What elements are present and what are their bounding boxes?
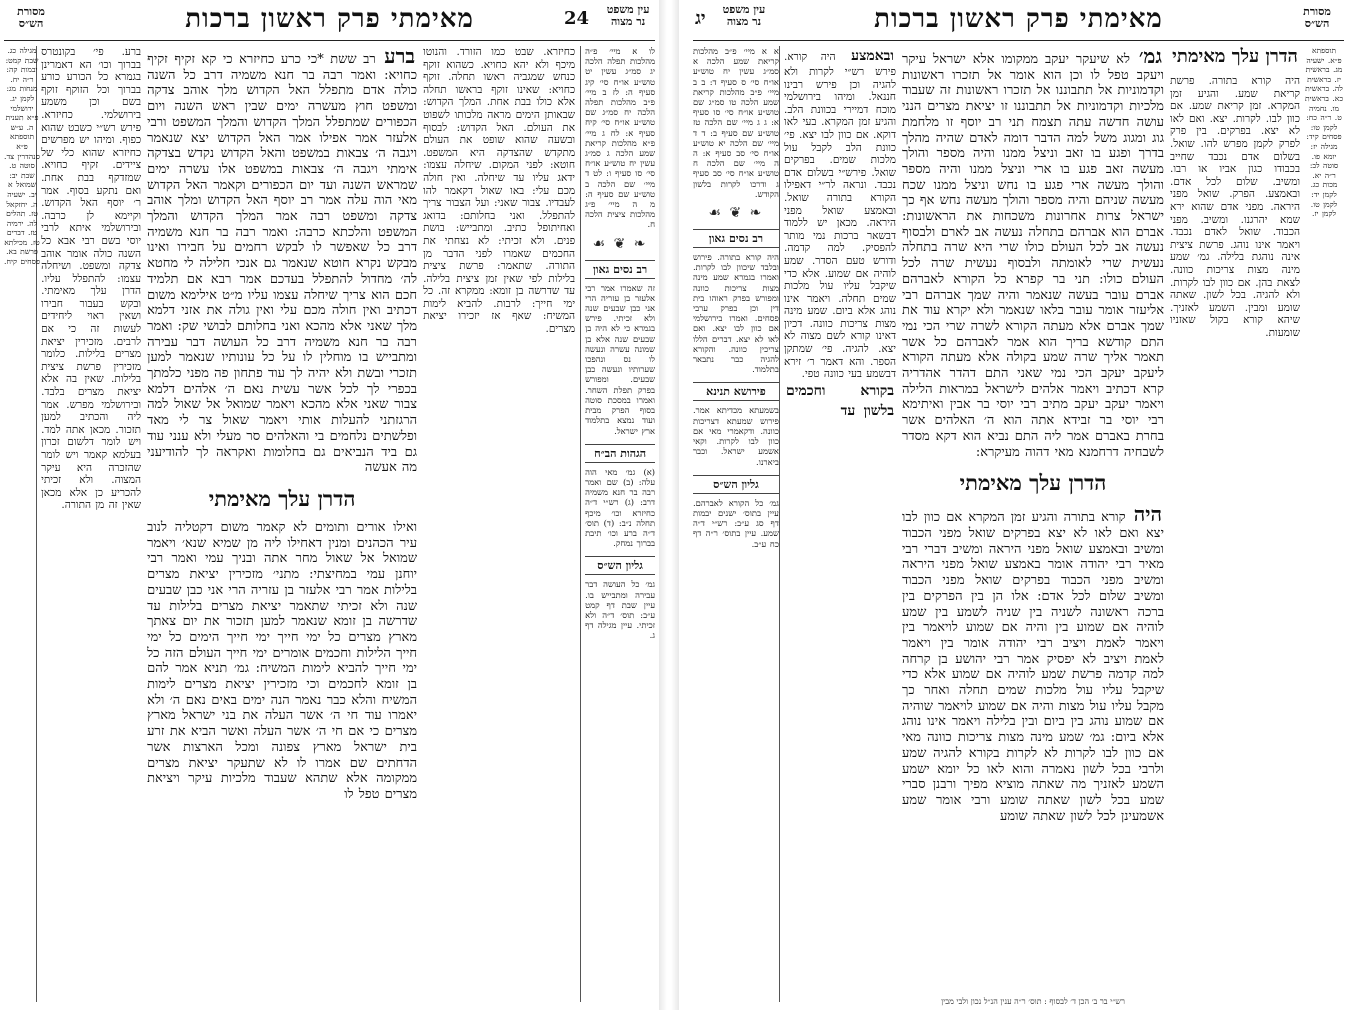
ein-mishpat-label: עין משפט נר מצוה: [722, 3, 766, 28]
tosafot-heading-1: ובאמצע: [851, 48, 895, 64]
gilyon-text: גמ׳ כל הקורא לאברהם. עיין בתוס׳ ישנים יבמות דף סג ע״ב: רש״י ד״ה שמע. עיין בתוס׳ ר״ה דף כח ע״ב.: [692, 497, 779, 549]
hagahot-title: הגהות הב״ח: [585, 444, 655, 463]
perusha-title: פירושא תנינא: [693, 382, 779, 401]
tosafot-text: ברע. פי׳ בקונטרס בברוך וכו׳ הא דאמרינן בגמרא כל הכורע כורע בברוך וכל הזוקף זוקף בשם וכן משמע בירושלמי. כחיזרא. פירש רש״י כשבט שהוא כפוף. ומיהו יש מפרשים כחיזרא שהוא כלי של ציידים. זקיף כחויא. שמזדקף בבת אחת. ואם נתקע בסוף. אמר ר׳ יוסף האל הקדוש. וקיימא לן כרבה. ובירושלמי איתא לרבי יוסי בשם רבי אבא כל השנה כולה אומר אוהב צדקה ומשפט. ושיחלה עצמו: להתפלל עליו. הדרן עלך מאימתי. ובקש בעבור חבירו ושאין ראוי ליחידים לעשות זה כי אם לרבים. מזכירין יציאת מצרים בלילות. כלומר מזכירין פרשת ציצית בלילות. שאין בה אלא יציאת מצרים בלבד. ובירושלמי מפרש. אמר ליה והכתיב למען תזכור. מכאן אתה למד. ויש לומר דלשום זכרון בעלמא קאמר ויש לומר שהזכרה היא עיקר המצוה. ולא זכיתי להכריע כן אלא מכאן שאין זה מן התורה.: [41, 46, 142, 512]
gemara-text: לא שיעקר יעקב ממקומו אלא ישראל עיקר ויעקב טפל לו וכן הוא אומר אל תזכרו ראשונות וקדמוניות אל תתבוננו אל תזכרו ראשונות זה שעבוד מלכיות וקדמוניות אל תתבוננו זו יציאת מצרים הנני עושה חדשה עתה תצמח תני רב יוסף זו מלחמת גוג ומגוג משל למה הדבר דומה לאדם שהיה מהלך בדרך ופגע בו זאב וניצל ממנו והיה מספר והולך מעשה זאב פגע בו ארי וניצל ממנו והיה מספר והולך מעשה ארי פגע בו נחש וניצל ממנו שכח מעשה שניהם והיה מספר והולך מעשה נחש אף כך ישראל צרות אחרונות משכחות את הראשונות: אברם הוא אברהם בתחלה נעשה אב לארם ולבסוף נעשה אב לכל העולם כולו שרי היא שרה בתחלה נעשית שרי לאומתה ולבסוף נעשית שרה לכל העולם כולו: תני בר קפרא כל הקורא לאברהם אברם עובר בעשה שנאמר והיה שמך אברהם רבי אליעזר אומר עובר בלאו שנאמר ולא יקרא עוד את שמך אברם אלא מעתה הקורא לשרה שרי הכי נמי התם קודשא בריך הוא אמר לאברהם כל אשר תאמר אליך שרה שמע בקולה אלא מעתה הקורא ליעקב יעקב הכי נמי שאני התם דהדר אהדריה קרא דכתיב ויאמר אלהים לישראל במראות הלילה ויאמר יעקב יעקב מתיב רבי יוסי בר אבין ואיתימא רבי יוסי בר זבידא אתה הוא ה׳ האלהים אשר בחרת באברם אמר ליה התם נביא הוא דקא מסדר לשבחיה דרחמנא מאי דהוה מעיקרא:: [902, 52, 1165, 460]
rashi-heading: הדרן עלך מאימתי: [1172, 46, 1298, 67]
page-number: 24: [564, 8, 590, 29]
perusha-text: בשמעתא מכדיתא אמר. פירוש שמעתא דצריכות כוונה. ודקאמרי מאי אם כוון לבו לקרות. וקאי אשמע ישראל. וכבר ביארנו.: [692, 405, 779, 467]
header-rule: [693, 40, 1344, 41]
rashi-column: [423, 46, 575, 1004]
ein-mishpat-column: [585, 46, 655, 1004]
gilyon-title: גליון הש״ס: [585, 556, 655, 575]
rashi-column: [1170, 46, 1300, 1004]
masoret-label: מסורת הש״ס: [1303, 5, 1331, 30]
tosafot-text: היה קורא. פירש רש״י לקרות ולא להגיה וכן פירש רבינו חננאל. ומיהו בירושלמי מוכח דמיירי בכוונת הלב. והגיע זמן המקרא. בעי לאו דוקא. אם כוון לבו יצא. פי׳ כוונת הלב לקבל עול מלכות שמים. בפרקים שואל. פירש״י בשלום אדם נכבד. ונראה לר״י דאפילו הקורא בתורה שואל. ובאמצע שואל מפני היראה. מכאן יש ללמוד דבשאר ברכות נמי מותר להפסיק. למה קדמה. ודורש טעם הסדר. שמע לוהיה אם שמוע. אלא כדי שיקבל עליו עול מלכות שמים תחלה. ויאמר אינו נוהג אלא ביום. שמע מינה מצות צריכות כוונה. דכיון דאינו קורא לשם מצוה לא יצא. להגיה. פי׳ שמתקן הספר. והא דאמר ר׳ זירא דבשמע בעי כוונה טפי.: [784, 51, 897, 381]
page-header: [689, 4, 1348, 40]
gemara-column: [902, 46, 1164, 1004]
ornament-divider: ❧ ❦ ☙: [592, 235, 648, 252]
gilyon-text: גמ׳ כל העושה דבר עבירה ומתבייש בו. עיין שבת דף קמט ע״ב: תוס׳ ד״ה ולא זכיתי. עיין מגילה דף ג.: [585, 579, 656, 641]
opening-word: ברע: [384, 46, 416, 68]
rashi-text: היה קורא בתורה. פרשת קריאת שמע. והגיע זמן המקרא. זמן קריאת שמע. אם כוון לבו. לקרות. יצא. ואם לאו לא יצא. בפרקים. בין פרק לפרק לקמן מפרש להו. שואל. בשלום אדם נכבד שחייב בכבודו כגון אביו או רבו. ומשיב. שלום לכל אדם. ובאמצע. הפרק. שואל מפני היראה. מפני אדם שהוא ירא שמא יהרגנו. ומשיב. מפני הכבוד. שואל לאדם נכבד. ויאמר אינו נוהג. פרשת ציצית אינה נוהגת בלילה. גמ׳ שמע מינה מצות צריכות כוונה. לצאת בהן. אם כוון לבו לקרות. ולא להגיה. בכל לשון. שאתה שומע ומבין. השמע לאזניך. שיהא קורא בקול שאזניו שומעות.: [1170, 75, 1301, 339]
masoret-column: [1304, 46, 1344, 1004]
ornament-divider: ❧ ❦ ☙: [708, 205, 764, 222]
column-rule: [580, 46, 581, 1002]
footnote-line: רש״י בר ב׳ הכן ד׳ לבסוף : תוס׳ ר״ה ענין הנ״ל נכון ולבי מבין: [941, 997, 1125, 1006]
page-header: [0, 4, 659, 40]
page-number: יג: [694, 8, 706, 29]
chapter-opening-word: היה: [1133, 502, 1162, 527]
tosafot-heading-5: עד: [840, 402, 856, 419]
tosafot-column: [784, 46, 896, 1004]
tosafot-heading-4: בלשון: [863, 402, 895, 419]
tosafot-column: [41, 46, 141, 1004]
gilyon-title: גליון הש״ס: [693, 475, 779, 494]
rabbenu-nissim-title: רב נסים גאון: [693, 229, 779, 248]
ein-mishpat-column: [693, 46, 779, 1004]
hadran-heading: הדרן עלך מאימתי: [959, 470, 1107, 496]
ein-mishpat-text: א א מיי׳ פ״ב מהלכות קריאת שמע הלכה א סמ״ג עשין יח טוש״ע או״ח סי׳ ס סעיף ד: ב ב מיי׳ פ״ב מהלכות קריאת שמע הלכה טו סמ״ג שם טוש״ע או״ח סי׳ סו סעיף א: ג ג מיי׳ שם הלכה טז טוש״ע שם סעיף ב: ד ד מיי׳ שם הלכה יא טוש״ע או״ח סי׳ סב סעיף א: ה ה מיי׳ שם הלכה ח טוש״ע או״ח סי׳ סב סעיף ג ודרכו לקרות בלשון הקודש.: [692, 46, 779, 199]
rabbenu-nissim-text: זה שאמרו אמר רבי אלעזר בן עזריה הרי אני כבן שבעים שנה ולא זכיתי. פירש בגמרא כי לא היה בן שבעים שנה אלא בן שמונה עשרה ונעשה לו נס ונהפכו שערותיו ונעשה כבן שבעים. ומפורש בפרק תפלת השחר. ואמרו במסכת סוטה בסוף הפרק מבית ועוד נמצא בתלמוד ארץ ישראל.: [585, 282, 656, 436]
tosafot-heading-2: בקורא: [860, 382, 895, 399]
hagahot-text: (א) גמ׳ מאי הוה עלה: (ב) שם ואמר רבה בר חנא משמיה דרב: (ג) רש״י ד״ה כחיזרא וכו׳ מיכף תחלה נ״ב: (ד) תוס׳ ד״ה ברע וכו׳ תיבת בברוך נמחק.: [585, 466, 656, 549]
header-rule: [4, 40, 655, 41]
rabbenu-nissim-title: רב נסים גאון: [585, 260, 655, 279]
masoret-text: תוספתא פ״א. ישעיה מג. בראשית יז. בראשית לה. בראשית כא. בראשית מו. נחמיה ט. ר״ה כח: לקמן טו: פסחים קיד: מגילה יז: יומא פו. סוטה לב: ר״ה יא. מכות כג. לקמן יד: לקמן טו. לקמן יז.: [1304, 46, 1344, 219]
binding-gutter: [659, 0, 679, 1010]
rashi-text: כחיזרא. שבט כמו הזורד. והנוטו מיכף ולא יהא כחויא. כשהוא זוקף כנחש שמגביה ראשו תחלה. זוקף כחויא: שאינו זוקף בראשו תחלה אלא כולו בבת אחת. המלך הקדוש: שבאותן הימים מראה מלכותו לשפוט את העולם. האל הקדוש: לבסוף ובשעה שהוא שופט את העולם מתקדש שהצדקה היא המשפט. חוטא: לפני המקום. שיחלה עצמו: ידאג עליו עד שיחלה. ואין חולה מכם עלי: באו שאול דקאמר להו לעבדיו. צבור שאני: ועל הצבור צריך להתפלל. ואני בחלותם: בדואג ואחיתופל כתיב. ומתבייש: בושת פנים. ולא זכיתי: לא נצחתי את החכמים שאמרו לפני הדבר מן התורה. שתאמר: פרשת ציצית בלילות לפי שאין זמן ציצית בלילה. עד שדרשה בן זומא: ממקרא זה. כל ימי חייך: לרבות. להביא לימות המשיח: שאף אז יזכירו יציאת מצרים.: [423, 46, 576, 336]
gemara-text-continued: ואילו אורים ותומים לא קאמר משום דקטליה לנוב עיר הכהנים ומנין דאחילו ליה מן שמיא שנא׳ ויאמר שמואל אל שאול מחר אתה ובניך עמי ואמר רבי יוחנן עמי במחיצתי: מתני׳ מזכירין יציאת מצרים בלילות אמר רבי אלעזר בן עזריה הרי אני כבן שבעים שנה ולא זכיתי שתאמר יציאת מצרים בלילות עד שדרשה בן זומא שנאמר למען תזכור את יום צאתך מארץ מצרים כל ימי חייך ימי חייך הימים כל ימי חייך הלילות וחכמים אומרים ימי חייך העולם הזה כל ימי חייך להביא לימות המשיח: גמ׳ תניא אמר להם בן זומא לחכמים וכי מזכירין יציאת מצרים לימות המשיח והלא כבר נאמר הנה ימים באים נאם ה׳ ולא יאמרו עוד חי ה׳ אשר העלה את בני ישראל מארץ מצרים כי אם חי ה׳ אשר העלה ואשר הביא את זרע בית ישראל מארץ צפונה ומכל הארצות אשר הדחתים שם אמרו לו לא שתעקר יציאת מצרים ממקומה אלא שתהא שעבוד מלכיות עיקר ויציאת מצרים טפל לו: [147, 519, 418, 802]
gemara-column: [147, 46, 417, 1004]
tosafot-heading-3: וחכמים: [786, 382, 826, 399]
page-left: [689, 0, 1348, 1010]
gemara-text: רב ששת *כי כרע כחיזרא כי קא זקיף זקיף כחויא: ואמר רבה בר חנא משמיה דרב כל השנה כולה אדם מתפלל האל הקדוש מלך אוהב צדקה ומשפט חוץ מעשרה ימים שבין ראש השנה ויום הכפורים שמתפלל המלך הקדוש והמלך המשפט ורבי אלעזר אמר אפילו אמר האל הקדוש יצא שנאמר ויגבה ה׳ צבאות במשפט והאל הקדוש נקדש בצדקה אימתי ויגבה ה׳ צבאות במשפט אלו עשרה ימים שמראש השנה ועד יום הכפורים וקאמר האל הקדוש מאי הוה עלה אמר רב יוסף האל הקדוש ומלך אוהב צדקה ומשפט רבה אמר המלך הקדוש והמלך המשפט והלכתא כרבה: ואמר רבה בר חנא משמיה דרב כל שאפשר לו לבקש רחמים על חבירו ואינו מבקש נקרא חוטא שנאמר גם אנכי חלילה לי מחטא לה׳ מחדול להתפלל בעדכם אמר רבא אם תלמיד חכם הוא צריך שיחלה עצמו עליו מ״ט אילימא משום דכתיב ואין חולה מכם עלי ואין גולה את אזני דלמא מלך שאני אלא מהכא ואני בחלותם לבושי שק: ואמר רבה בר חנא משמיה דרב כל העושה דבר עבירה ומתבייש בו מוחלין לו על כל עונותיו שנאמר למען תזכרי ובשת ולא יהיה לך עוד פתחון פה מפני כלמתך בכפרי לך לכל אשר עשית נאם ה׳ אלהים דלמא צבור שאני אלא מהכא ויאמר שמואל אל שאול למה הרגזתני להעלות אותי ויאמר שאול צר לי מאד ופלשתים נלחמים בי והאלהים סר מעלי ולא ענני עוד גם ביד הנביאים גם בחלומות ואקראה לך להודיעני מה אעשה: [147, 52, 418, 476]
rabbenu-nissim-text: היה קורא בתורה. פירוש ובלבד שיכוון לבו לקרות. ואמרו בגמרא שמע מינה מצות צריכות כוונה ומפורש בפרק ראוהו בית דין וכן בפרק ערבי פסחים. ואמרו בירושלמי אם כוון לבו יצא. ואם לאו לא יצא. דברים הללו צריכין כוונה. והקורא להגיה כבר נתבאר בתלמוד.: [692, 252, 779, 375]
opening-word: גמ׳: [1138, 46, 1162, 68]
running-title: מאימתי פרק ראשון ברכות: [185, 4, 474, 34]
hadran-heading: הדרן עלך מאימתי: [208, 485, 356, 511]
masoret-label: מסורת הש״ס: [17, 5, 45, 30]
ein-mishpat-label: עין משפט נר מצוה: [606, 3, 650, 28]
chapter-two-text: קורא בתורה והגיע זמן המקרא אם כוון לבו יצא ואם לאו לא יצא בפרקים שואל מפני הכבוד ומשיב ובאמצע שואל מפני היראה ומשיב דברי רבי מאיר רבי יהודה אומר באמצע שואל מפני היראה ומשיב מפני הכבוד בפרקים שואל מפני הכבוד ומשיב שלום לכל אדם: אלו הן בין הפרקים בין ברכה ראשונה לשניה בין שניה לשמע בין שמע לוהיה אם שמוע בין והיה אם שמוע לויאמר בין ויאמר לאמת ויציב רבי יהודה אומר בין ויאמר לאמת ויציב לא יפסיק אמר רבי יהושע בן קרחה למה קדמה פרשת שמע לוהיה אם שמוע אלא כדי שיקבל עליו עול מלכות שמים תחלה ואחר כך מקבל עליו עול מצות והיה אם שמוע לויאמר שוהיה אם שמוע נוהג בין ביום ובין בלילה ויאמר אינו נוהג אלא ביום: גמ׳ שמע מינה מצות צריכות כוונה מאי אם כוון לבו לקרות לא לקרות בקורא להגיה שמע ולרבי בכל לשון נאמרה והוא לאו כל יומא ישמע השמע לאזניך מה שאתה מוציא מפיך ורבנן סברי שמע בכל לשון שאתה שומע ורבי אומר שמע אשמעינן לכל לשון שאתה שומע: [902, 510, 1165, 824]
column-rule: [779, 46, 780, 1002]
masoret-column: [4, 46, 40, 1004]
masoret-text: מגילה כג. שבת קמט: יבמות קה: ר״ה יח. מנחות מג: לקמן יג. ירושלמי פ״א תענית ה. ע״ש תוספתא פ״א סנהדרין צד. סוטה ט. שבת יב: שמואל א יב. ישעיה ה. יחזקאל טז. תהלים לה. ירמיה טז. דברים טז. מכילתא פרשת בא. פסחים קיח.: [4, 46, 40, 267]
running-title: מאימתי פרק ראשון ברכות: [874, 4, 1163, 34]
page-right: [0, 0, 659, 1010]
ein-mishpat-text: לו א מיי׳ פ״ה מהלכות תפלה הלכה יג סמ״ג עשין יט טוש״ע או״ח סי׳ קיג סעיף ה: לז ב מיי׳ פ״ב מהלכות תפלה הלכה יח סמ״ג שם טוש״ע או״ח סי׳ קיח סעיף א: לח ג מיי׳ פ״א מהלכות קריאת שמע הלכה ג סמ״ג עשין יח טוש״ע או״ח סי׳ סו סעיף ו: לט ד מיי׳ שם הלכה ב טוש״ע שם סעיף ה: מ ה מיי׳ פ״ג מהלכות ציצית הלכה ח.: [585, 46, 656, 230]
